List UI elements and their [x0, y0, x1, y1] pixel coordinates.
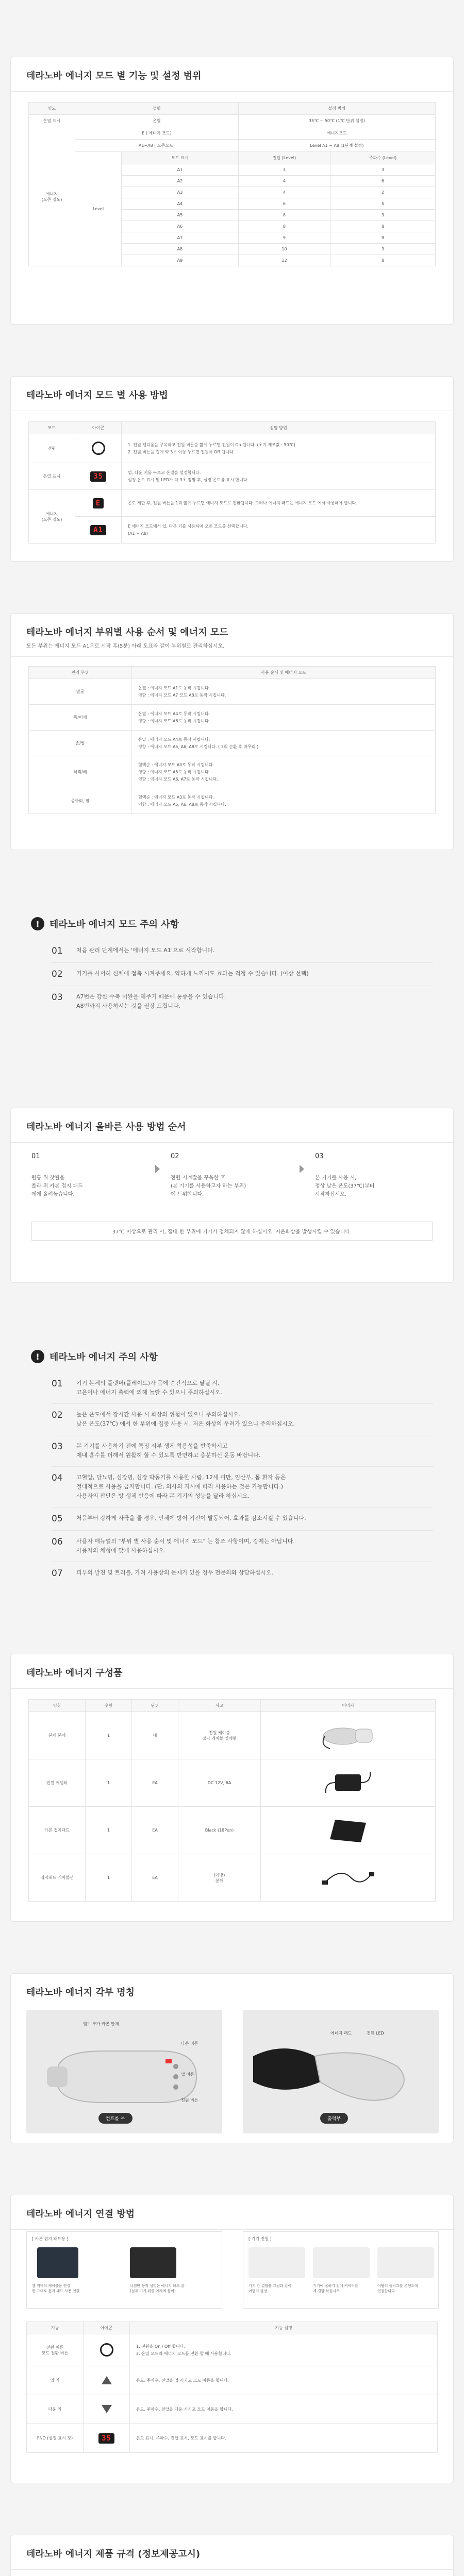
- header-mode: 모드 표시: [122, 152, 239, 164]
- list-item: [52, 986, 433, 1017]
- power-step-text: 기기 간 결합을 그림과 같이 어댑터 설정: [248, 2284, 292, 2293]
- header-part: 관리 부위: [29, 667, 132, 679]
- unit-cell: EA: [132, 1759, 178, 1807]
- table-row: [29, 1759, 436, 1807]
- header-desc: 기능 설명: [130, 2322, 438, 2334]
- note-number: 03: [52, 992, 63, 1003]
- mode-cell: A6: [122, 221, 239, 232]
- arrow-right-icon: [155, 1165, 160, 1173]
- name-cell: 전원 어댑터: [29, 1759, 86, 1807]
- freq-cell: 2: [330, 187, 436, 198]
- note-text: 사용자 매뉴얼의 "부위 별 사용 순서 및 에너지 모드" 는 참조 사항이며, 강제는 아닙니다. 사용자의 체형에 맞게 사용하십시오.: [76, 1538, 295, 1554]
- level-cell: 6: [238, 198, 330, 210]
- fnd-display-icon: 35: [90, 471, 106, 482]
- note-number: 01: [52, 946, 63, 956]
- components-table: [28, 1699, 436, 1902]
- step-1: [31, 1144, 171, 1207]
- table-row: [29, 756, 436, 788]
- freq-cell: 9: [330, 232, 436, 244]
- section-title: 테라노바 에너지 부위별 사용 순서 및 에너지 모드: [26, 627, 228, 638]
- name-cell: 카본 접지패드: [29, 1807, 86, 1854]
- note-text: 피부의 발진 및 트러블, 가려 사용상의 문제가 있을 경우 전문의와 상담하십시오.: [76, 1569, 273, 1576]
- fnd-energy-icon: E: [93, 498, 104, 509]
- spec-card: [10, 2535, 454, 2576]
- mode-cell: A8: [122, 244, 239, 255]
- header-order: 사용 순서 및 에너지 모드: [132, 667, 436, 679]
- freq-cell: 3: [330, 164, 436, 176]
- ozone-desc: E 에너지 모드에서 업, 다운 키를 사용하여 오존 모드를 선택합니다. (A1 ~ A8): [122, 517, 436, 544]
- step-3: [315, 1144, 454, 1207]
- table-row: [29, 1712, 436, 1759]
- step-text: 본 기기를 사용 시, 정상 낮은 온도(37℃)부터 시작하십시오.: [315, 1175, 375, 1197]
- header-mode: 모드: [29, 422, 75, 434]
- level-cell: 4: [238, 176, 330, 187]
- function-label: 다운 키: [27, 2395, 84, 2424]
- a-mode-range: Level A1 ~ A8 (1단계 설정): [238, 140, 435, 152]
- warm-range: 35℃ ~ 50℃ (1℃ 단위 설정): [238, 115, 435, 127]
- list-item: [52, 1467, 433, 1507]
- list-item: [52, 963, 433, 986]
- step-2: [171, 1144, 310, 1207]
- section-title: 테라노바 에너지 올바른 사용 방법 순서: [11, 1108, 453, 1143]
- pad-step-text: 나침반 동작 설명은 에너지 패드 끝 (실제 기기 위를 아래에 들어): [130, 2284, 185, 2293]
- step-text: 전원 지켜잘을 꾸욱한 후 (본 기기를 사용하고자 하는 부위) 에 드위합니다.: [171, 1175, 246, 1197]
- note-text: 처음 관리 단계에서는 '에너지 모드 A1'으로 시작합니다.: [76, 947, 215, 954]
- pad-image: [261, 1807, 436, 1854]
- pad-connection-caption: [ 카본 접지 패드용 ]: [32, 2236, 69, 2241]
- section-title: 테라노바 에너지 주의 사항: [49, 1352, 158, 1363]
- adapter-icon: [320, 1767, 376, 1798]
- qty-cell: 1: [86, 1807, 132, 1854]
- power-photo-1: [248, 2247, 305, 2278]
- general-caution-section: [0, 1334, 464, 1602]
- mode-cell: A3: [122, 187, 239, 198]
- device-image: [261, 1712, 436, 1759]
- step-number: 02: [171, 1153, 179, 1160]
- energy-desc: 온도 제한 후, 전원 버튼을 1회 짧게 누르면 에너지 모드로 전환됩니다. 그러나 에너지 패드는 에너지 모드 에서 사용해야 합니다.: [122, 490, 436, 517]
- pad-step-text: 캡 커넥터 케이블을 연결 한 그대로 접지 패드 사용 연결: [32, 2284, 80, 2293]
- power-connection-caption: [ 기기 전원 ]: [248, 2236, 272, 2241]
- order-line: 영향 : 에너지 모드 A6, A7로 동작 시킵니다.: [138, 776, 218, 782]
- freq-cell: 6: [330, 176, 436, 187]
- section-title: 테라노바 에너지 모드 별 사용 방법: [11, 377, 453, 411]
- function-label: 전원 버튼 모드 전환 버튼: [27, 2334, 84, 2366]
- warm-desc: 업, 다운 키를 누르고 온열을 설정합니다. 설정 온도 표시 및 LED가 약 3초 점멸 후, 설정 온도를 표시 합니다.: [122, 463, 436, 490]
- table-row: [27, 2334, 438, 2366]
- unit-cell: EA: [132, 1807, 178, 1854]
- header-function: 기능: [27, 2322, 84, 2334]
- spec-cell: DC 12V, 6A: [178, 1759, 261, 1807]
- warning-footer: 37℃ 이상으로 관리 시, 절대 한 부위에 기기가 정체되지 않게 하십시오. 저온화상을 발생시킬 수 있습니다.: [31, 1222, 433, 1241]
- e-mode-range: 에너지모드: [238, 127, 435, 140]
- energy-label: 에너지 (오존 정도): [29, 490, 75, 544]
- section-title: 테라노바 에너지 구성품: [11, 1654, 453, 1689]
- order-line: 영향 : 에너지 모드 A5, A6, A8로 시킵니다. ( 3회 순환 후 마무리 ): [138, 744, 259, 749]
- list-item: [52, 1404, 433, 1435]
- header-level: 전압 (Level): [238, 152, 330, 164]
- pad-photo-2: [130, 2247, 176, 2278]
- section-title: 테라노바 에너지 제품 규격 (정보제공고시): [11, 2535, 453, 2570]
- mode-usage-card: [10, 376, 454, 562]
- caution-head: [31, 902, 433, 930]
- note-text: 기기 본체의 플랫버(플레이트)가 몸에 순간적으로 달될 시, 고온이나 에너지 출력에 의해 놀랄 수 있으니 주의하십시오.: [76, 1380, 222, 1396]
- freq-cell: 3: [330, 244, 436, 255]
- warm-label: 온열 표시: [29, 463, 75, 490]
- order-line: 영향 : 에너지 모드 A5로 동작 시킵니다.: [138, 769, 210, 774]
- mode-cell: A2: [122, 176, 239, 187]
- freq-cell: 5: [330, 198, 436, 210]
- mode-usage-table: [28, 421, 436, 544]
- button-function-table: [26, 2321, 438, 2453]
- part-cell: 종아리, 팔: [29, 788, 132, 814]
- note-text: 본 기기를 사용하기 전에 특정 시부 생체 착용성을 반죽하시고 제내 흡수를 더해서 원활히 할 수 있도록 반면하고 충분하신 운동 바랍니다.: [76, 1443, 261, 1459]
- level-cell: 12: [238, 255, 330, 266]
- device-body-icon: [320, 1720, 376, 1751]
- note-number: 07: [52, 1568, 63, 1579]
- mode-caution-section: [0, 902, 464, 1056]
- list-item: [52, 940, 433, 963]
- part-names-card: [10, 1973, 454, 2143]
- qty-cell: 1: [86, 1854, 132, 1902]
- fnd-display-icon: 35: [98, 2433, 114, 2444]
- list-item: [52, 1372, 433, 1404]
- section-title: 테라노바 에너지 모드 별 기능 및 설정 범위: [11, 57, 453, 92]
- power-circle-icon: [92, 442, 105, 455]
- level-cell: 8: [238, 221, 330, 232]
- output-photo: [243, 2010, 439, 2133]
- section-title: 테라노바 에너지 모드 주의 사항: [49, 919, 179, 930]
- list-item: [52, 1562, 433, 1585]
- note-number: 05: [52, 1514, 63, 1524]
- mode-function-card: [10, 57, 454, 325]
- spec-cell: 전원 케이블 접지 케이블 일체형: [178, 1712, 261, 1759]
- header-qty: 수량: [86, 1700, 132, 1712]
- note-number: 02: [52, 969, 63, 979]
- power-circle-icon: [100, 2343, 113, 2357]
- part-cell: 손/발: [29, 731, 132, 756]
- part-cell: 허리/배: [29, 756, 132, 788]
- qty-cell: 1: [86, 1712, 132, 1759]
- power-step-text: 기기에 접하기 전에 커넥터를 제 결합 하십시오.: [313, 2284, 358, 2293]
- table-row: [27, 2366, 438, 2395]
- power-step-text: 어댑터 플러그를 콘센트에 연결합니다.: [377, 2284, 418, 2293]
- spec-cell: Black (18Pun): [178, 1807, 261, 1854]
- power-photo-3: [377, 2247, 434, 2278]
- arrow-right-icon: [300, 1165, 304, 1173]
- table-row: [29, 1807, 436, 1854]
- header-division: 영도: [29, 103, 75, 115]
- note-text: 처음부터 강하게 자극을 줄 경우, 인체에 방어 기전이 발동되어, 효과를 감소시킬 수 있습니다.: [76, 1515, 306, 1521]
- order-line: 온열 : 에너지 모드 A1로 동작 시킵니다.: [138, 685, 210, 690]
- table-row: [29, 705, 436, 731]
- header-unit: 단위: [132, 1700, 178, 1712]
- unit-cell: EA: [132, 1854, 178, 1902]
- usage-order-card: [10, 1108, 454, 1283]
- table-row: [29, 731, 436, 756]
- label-power-led: 전원 LED: [367, 2031, 384, 2036]
- level-cell: 9: [238, 232, 330, 244]
- up-arrow-icon: [102, 2376, 112, 2384]
- order-line: 온열 : 에너지 모드 A4로 동작 시킵니다.: [138, 737, 210, 742]
- connection-card: [10, 2195, 454, 2483]
- note-number: 04: [52, 1473, 63, 1483]
- level-cell: 8: [238, 210, 330, 221]
- label-energy-pad: 에너지 패드: [330, 2031, 352, 2036]
- section-subtitle: 모든 부위는 에너지 모드 A1으로 시작 후(5분) 아래 도표와 같이 부위별로 관리하십시오.: [11, 641, 453, 657]
- e-mode: E ( 에너지 모드): [75, 127, 239, 140]
- qty-cell: 1: [86, 1759, 132, 1807]
- section-title: 테라노바 에너지 연결 방법: [11, 2195, 453, 2230]
- table-row: [29, 1854, 436, 1902]
- function-desc: 온도, 주파수, 전압을 다운 시키고 모드 이동을 합니다.: [130, 2395, 438, 2424]
- warm-label: 온열 표시: [29, 115, 75, 127]
- header-image: 이미지: [261, 1700, 436, 1712]
- mode-cell: A1: [122, 164, 239, 176]
- unit-cell: 대: [132, 1712, 178, 1759]
- table-row: [27, 2395, 438, 2424]
- label-down-button: 다운 버튼: [181, 2041, 198, 2046]
- order-line: 온열 : 에너지 모드 A4로 동작 시킵니다.: [138, 711, 210, 716]
- fnd-ozone-icon: A1: [90, 525, 106, 535]
- a-mode: A1~A8 ( 오존모드): [75, 140, 239, 152]
- caution-head: [31, 1334, 433, 1363]
- exclamation-icon: !: [31, 917, 44, 930]
- label-up-button: 업 버튼: [181, 2072, 194, 2077]
- power-desc: 1. 전원 캡디움을 꾸욱하고 전원 버튼을 짧게 누르면 전원이 On 됩니다. (초기 제조값 : 50℃) 2. 전원 버튼을 길게 약 3초 이상 누르면 전원이 Off 됩니다.: [122, 434, 436, 463]
- warm-item: 온열: [75, 115, 239, 127]
- note-text: 높은 온도에서 장시간 사용 시 화상의 위험이 있으니 주의하십시오. 낮은 온도(37℃) 에서 한 부위에 집중 사용 시, 저온 화상의 우려가 있으니 주의하십시오.: [76, 1411, 295, 1427]
- mode-cell: A5: [122, 210, 239, 221]
- freq-cell: 8: [330, 221, 436, 232]
- header-desc: 설명 방법: [122, 422, 436, 434]
- note-number: 01: [52, 1379, 63, 1389]
- step-text: 원통 위 찾월을 폴라 위 카본 접지 패드 에에 올려놓습니다.: [31, 1175, 83, 1197]
- header-icon: 아이콘: [75, 422, 122, 434]
- level-label: Level: [75, 152, 122, 266]
- freq-cell: 8: [330, 255, 436, 266]
- header-name: 명칭: [29, 1700, 86, 1712]
- cable-icon: [320, 1862, 376, 1893]
- power-connection-box: [243, 2231, 439, 2309]
- adapter-image: [261, 1759, 436, 1807]
- order-line: 혈액순 : 에너지 모드 A3로 동작 시킵니다.: [138, 762, 214, 767]
- output-badge: 출력부: [320, 2113, 348, 2124]
- header-item: 설명: [75, 103, 239, 115]
- function-desc: 온도 표시, 주파수, 전압 표시, 모드 표시를 합니다.: [130, 2424, 438, 2453]
- power-photo-2: [313, 2247, 370, 2278]
- header-freq: 주파수 (Level): [330, 152, 436, 164]
- section-title: 테라노바 에너지 각부 명칭: [11, 1974, 453, 2008]
- table-row: [29, 788, 436, 814]
- mode-cell: A4: [122, 198, 239, 210]
- function-label: FND (설정 표시 창): [27, 2424, 84, 2453]
- cable-image: [261, 1854, 436, 1902]
- pad-photo-1: [37, 2247, 78, 2278]
- part-cell: 목/어깨: [29, 705, 132, 731]
- label-power-button: 전원 버튼: [181, 2098, 198, 2103]
- mode-cell: A7: [122, 232, 239, 244]
- function-label: 업 키: [27, 2366, 84, 2395]
- note-number: 02: [52, 1410, 63, 1420]
- note-text: 고혈압, 당뇨병, 심장병, 심장 박동기를 사용한 사람, 12세 미만, 임산부, 몸 환자 등은 절대적으로 사용을 금지합니다. (단, 의사의 지시에 따라 사용하는 것은 가능합니다.) 사용자의 판단은 방 생체 반응에 따라 본 기기의 성능을 달라 하십시오.: [76, 1474, 286, 1499]
- control-badge: 컨트롤 부: [98, 2113, 132, 2124]
- down-arrow-icon: [102, 2405, 112, 2413]
- order-line: 영향 : 에너지 모드 A7 모드 A8로 동작 시킵니다.: [138, 692, 226, 698]
- name-cell: 본체 본체: [29, 1712, 86, 1759]
- name-cell: 접지패드 케이블선: [29, 1854, 86, 1902]
- function-desc: 1. 전원을 On / Off 합니다. 2. 온열 모드와 에너지 모드를 전환 할 때 사용합니다.: [130, 2334, 438, 2366]
- header-icon: 아이콘: [84, 2322, 130, 2334]
- note-number: 03: [52, 1442, 63, 1452]
- order-line: 혈액순 : 에너지 모드 A3로 동작 시킵니다.: [138, 794, 214, 800]
- function-desc: 온도, 주파수, 전압을 업 시키고 모드 이동을 합니다.: [130, 2366, 438, 2395]
- carbon-pad-icon: [320, 1815, 376, 1845]
- level-cell: 3: [238, 164, 330, 176]
- note-text: A7번은 강한 수축 이완을 해주기 때문에 통증을 수 있습니다. A8번까지 사용하시는 것을 권장 드립니다.: [76, 993, 226, 1009]
- note-number: 06: [52, 1537, 63, 1547]
- components-card: [10, 1654, 454, 1922]
- order-line: 영향 : 에너지 모드 A5, A6, A8로 동작 시킵니다.: [138, 802, 226, 807]
- step-number: 01: [31, 1153, 40, 1160]
- power-label: 전원: [29, 434, 75, 463]
- list-item: [52, 1507, 433, 1531]
- level-cell: 10: [238, 244, 330, 255]
- mode-cell: A9: [122, 255, 239, 266]
- spec-cell: (이방) 분해: [178, 1854, 261, 1902]
- body-part-table: [28, 666, 436, 814]
- body-part-card: [10, 613, 454, 850]
- level-cell: 4: [238, 187, 330, 198]
- exclamation-icon: !: [31, 1350, 44, 1363]
- label-carbon-plate: 엠보 추가 카본 판재: [83, 2022, 119, 2026]
- mode-range-table: [28, 102, 436, 266]
- order-line: 영향 : 에너지 모드 A6로 동작 시킵니다.: [138, 718, 210, 723]
- note-text: 기기를 사서히 신체에 접촉 시켜주세요, 약하게 느끼시도 효과는 걱정 수 있습니다. (이상 선택): [76, 970, 309, 977]
- table-row: [29, 679, 436, 705]
- control-photo: [26, 2010, 222, 2133]
- part-cell: 얼굴: [29, 679, 132, 705]
- energy-label: 에너지 (오존 정도): [29, 127, 75, 266]
- header-range: 설정 범위: [238, 103, 435, 115]
- table-row: [27, 2424, 438, 2453]
- pad-connection-box: [26, 2231, 222, 2309]
- header-spec: 사고: [178, 1700, 261, 1712]
- freq-cell: 3: [330, 210, 436, 221]
- list-item: [52, 1435, 433, 1467]
- step-number: 03: [315, 1153, 324, 1160]
- list-item: [52, 1531, 433, 1562]
